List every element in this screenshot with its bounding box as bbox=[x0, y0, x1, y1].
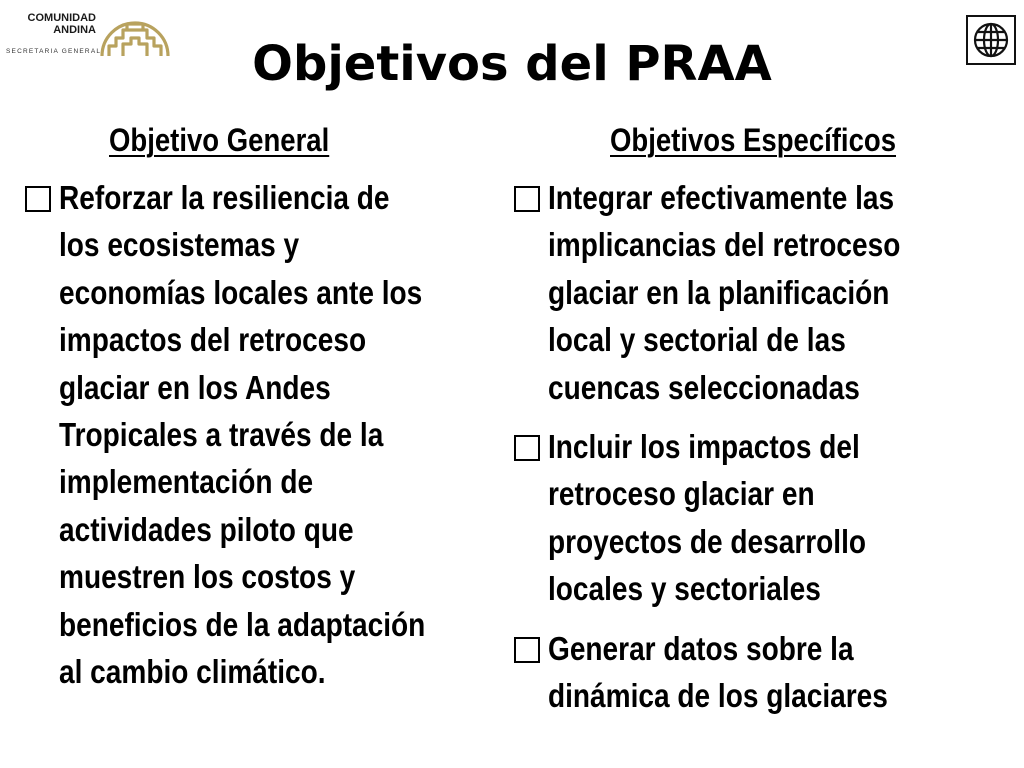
bullet-line: beneficios de la adaptación bbox=[59, 605, 426, 643]
checkbox-square-icon bbox=[514, 435, 540, 461]
bullet-text bbox=[548, 625, 1004, 720]
checkbox-square-icon bbox=[514, 637, 540, 663]
bullet-line: Generar datos sobre la bbox=[548, 629, 854, 667]
bullet-text bbox=[548, 174, 1004, 411]
bullet-line: locales y sectoriales bbox=[548, 570, 821, 608]
bullet-line: economías locales ante los bbox=[59, 273, 423, 311]
bullet-line: actividades piloto que bbox=[59, 510, 354, 548]
bullet-line: Integrar efectivamente las bbox=[548, 179, 895, 216]
logo-line-2: ANDINA bbox=[53, 24, 96, 36]
specific-objectives-heading: Objetivos Específicos bbox=[610, 122, 897, 158]
bullet-line: proyectos de desarrollo bbox=[548, 522, 867, 560]
general-objective-list bbox=[24, 174, 492, 695]
specific-objectives-list bbox=[513, 174, 1003, 719]
bullet-line: glaciar en la planificación bbox=[548, 273, 890, 311]
checkbox-square-icon bbox=[514, 186, 540, 212]
bullet-line: cuencas seleccionadas bbox=[548, 368, 860, 406]
list-item bbox=[513, 174, 1003, 411]
bullet-line: Tropicales a través de la bbox=[59, 416, 384, 454]
bullet-line: implicancias del retroceso bbox=[548, 226, 901, 264]
general-objective-column bbox=[24, 118, 492, 707]
bullet-line: glaciar en los Andes bbox=[59, 368, 331, 406]
checkbox-square-icon bbox=[25, 186, 51, 212]
bullet-line: al cambio climático. bbox=[59, 653, 326, 691]
bullet-line: los ecosistemas y bbox=[59, 226, 300, 264]
bullet-line: retroceso glaciar en bbox=[548, 475, 815, 513]
logo-line-1: COMUNIDAD bbox=[27, 12, 96, 24]
bullet-line: local y sectorial de las bbox=[548, 321, 846, 359]
list-item bbox=[513, 423, 1003, 613]
bullet-line: Reforzar la resiliencia de bbox=[59, 179, 390, 216]
page-title: Objetivos del PRAA bbox=[252, 36, 772, 92]
general-objective-heading: Objetivo General bbox=[109, 122, 330, 158]
bullet-line: implementación de bbox=[59, 463, 314, 501]
bullet-text bbox=[548, 423, 1004, 613]
bullet-line: dinámica de los glaciares bbox=[548, 677, 888, 715]
bullet-line: impactos del retroceso bbox=[59, 321, 367, 359]
list-item bbox=[24, 174, 492, 695]
bullet-text bbox=[59, 174, 493, 695]
list-item bbox=[513, 625, 1003, 720]
bullet-line: muestren los costos y bbox=[59, 558, 356, 596]
bullet-line: Incluir los impactos del bbox=[548, 428, 860, 466]
specific-objectives-column bbox=[513, 118, 1003, 731]
logo-subtitle: SECRETARIA GENERAL bbox=[6, 48, 102, 55]
